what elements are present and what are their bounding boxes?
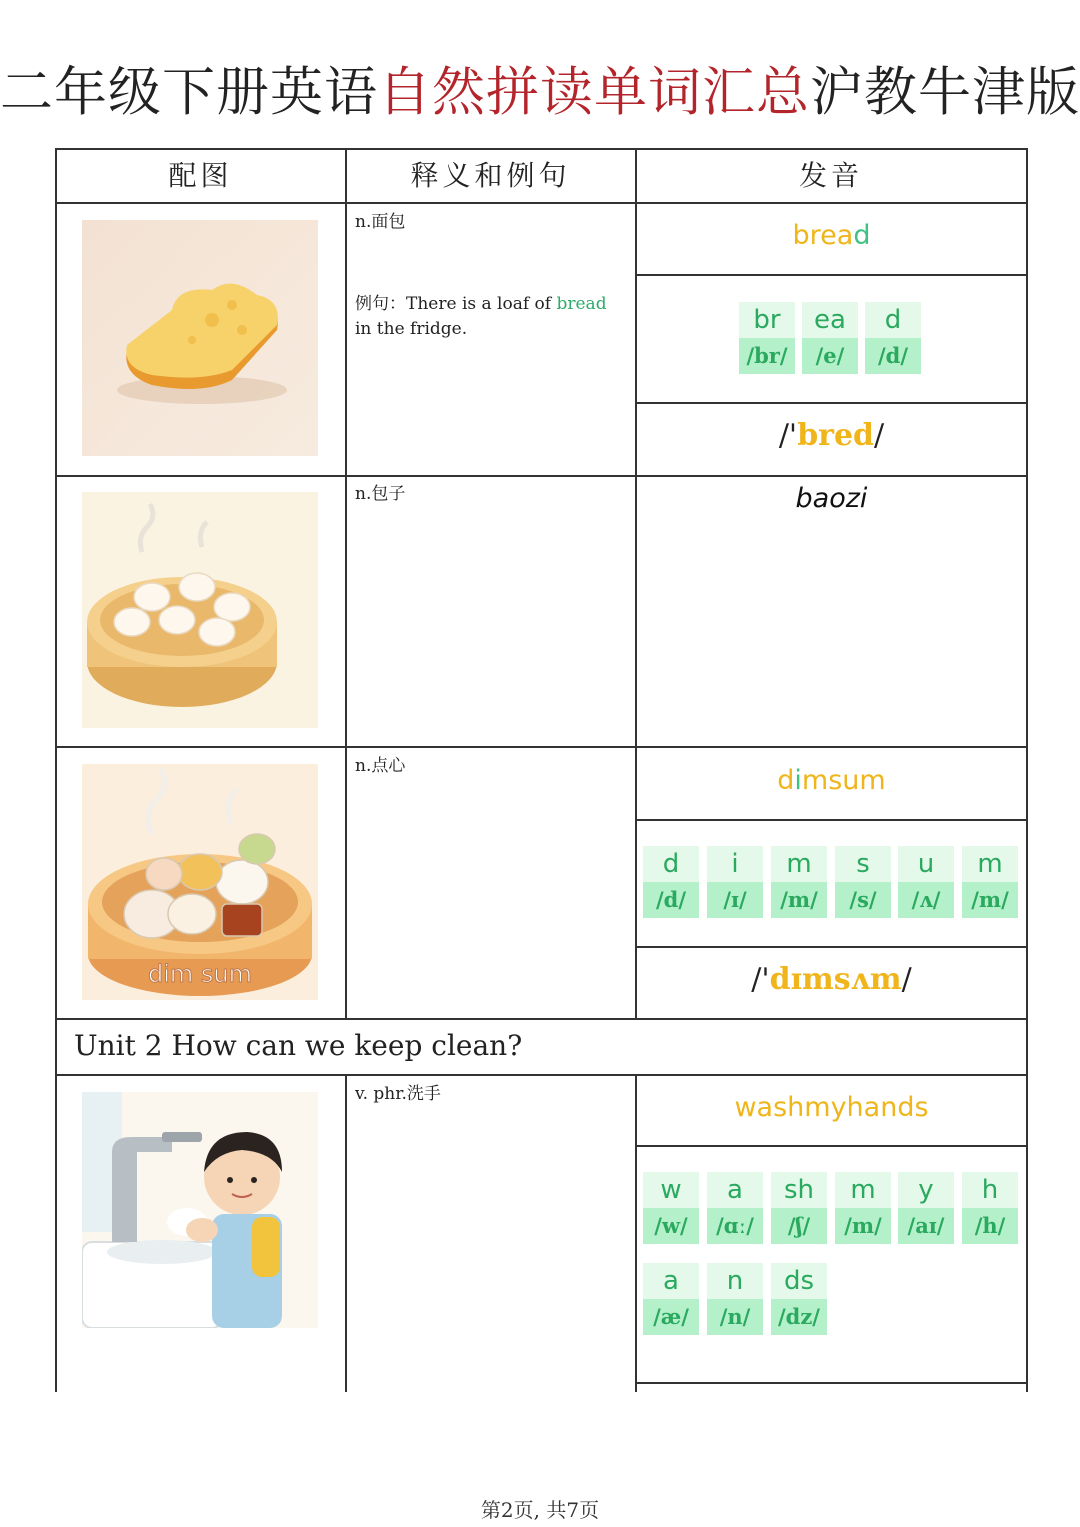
title-part-3: 沪教牛津版	[810, 62, 1080, 123]
table-divider	[345, 148, 347, 1020]
page-footer: 第2页, 共7页	[480, 1498, 600, 1522]
phonics-tile	[739, 302, 795, 374]
tile-letters: m	[962, 846, 1018, 882]
table-divider	[635, 946, 1027, 948]
tile-letters: u	[898, 846, 954, 882]
phonics-tile	[771, 846, 827, 918]
tile-sound: /ʃ/	[771, 1208, 827, 1244]
phonics-tile	[898, 1172, 954, 1244]
ipa-close: /	[901, 962, 912, 997]
tile-sound: /aɪ/	[898, 1208, 954, 1244]
definition-dimsum: n.点心	[355, 756, 406, 776]
table-divider	[55, 1074, 1027, 1076]
dimsum-image	[82, 764, 318, 1000]
table-divider	[55, 1018, 1027, 1020]
example-keyword: bread	[556, 294, 607, 314]
definition-bread: n.面包	[355, 212, 406, 232]
baozi-image	[82, 492, 318, 728]
definition-wash-hands: v. phr.洗手	[355, 1084, 441, 1104]
tile-sound: /æ/	[643, 1299, 699, 1335]
phonics-tile	[771, 1263, 827, 1335]
phonics-tile	[643, 846, 699, 918]
phonics-tile	[707, 846, 763, 918]
phonics-tile	[835, 846, 891, 918]
bread-image	[82, 220, 318, 456]
tile-sound: /m/	[962, 882, 1018, 918]
header-definition: 释义和例句	[410, 159, 571, 192]
tile-letters: br	[739, 302, 795, 338]
tile-sound: /d/	[865, 338, 921, 374]
tile-sound: /n/	[707, 1299, 763, 1335]
tile-sound: /d/	[643, 882, 699, 918]
table-divider	[635, 819, 1027, 821]
table-divider	[55, 746, 1027, 748]
example-suffix: in the fridge.	[355, 319, 468, 339]
tile-letters: y	[898, 1172, 954, 1208]
word-baozi: baozi	[795, 483, 868, 514]
tile-sound: /w/	[643, 1208, 699, 1244]
tile-letters: s	[835, 846, 891, 882]
table-border	[55, 148, 57, 1392]
ipa-highlight: dɪmsʌm	[769, 962, 902, 997]
example-sentence-bread	[355, 292, 623, 342]
tile-sound: /h/	[962, 1208, 1018, 1244]
table-divider	[635, 402, 1027, 404]
table-border	[1026, 148, 1028, 1392]
tile-sound: /ɪ/	[707, 882, 763, 918]
ipa-bread	[637, 418, 1026, 453]
phonics-tile	[771, 1172, 827, 1244]
tile-letters: ea	[802, 302, 858, 338]
phonics-tile	[643, 1172, 699, 1244]
phonics-tile	[962, 846, 1018, 918]
ipa-highlight: bred	[797, 418, 875, 453]
definition-baozi: n.包子	[355, 484, 406, 504]
phonics-tile	[962, 1172, 1018, 1244]
wash-hands-image	[82, 1092, 318, 1328]
page-title	[0, 50, 1080, 126]
example-text: There is a loaf of	[406, 294, 557, 314]
tile-letters: ds	[771, 1263, 827, 1299]
tile-letters: m	[835, 1172, 891, 1208]
header-image: 配图	[168, 159, 233, 192]
tile-letters: m	[771, 846, 827, 882]
tile-letters: sh	[771, 1172, 827, 1208]
phonics-word-dimsum	[637, 765, 1026, 796]
table-divider	[635, 274, 1027, 276]
phonics-tile	[802, 302, 858, 374]
word-part: d	[777, 765, 795, 796]
word-part: d	[853, 220, 871, 251]
tile-letters: d	[643, 846, 699, 882]
header-pronunciation: 发音	[798, 159, 863, 192]
ipa-close: /	[874, 418, 885, 453]
unit-heading: Unit 2 How can we keep clean?	[74, 1029, 523, 1062]
word-part: i	[794, 765, 802, 796]
tile-sound: /br/	[739, 338, 795, 374]
table-divider	[635, 148, 637, 1020]
tile-letters: a	[707, 1172, 763, 1208]
dimsum-image-caption: dim sum	[147, 960, 253, 988]
table-divider	[345, 1074, 347, 1392]
tile-sound: /m/	[771, 882, 827, 918]
tile-sound: /dz/	[771, 1299, 827, 1335]
table-divider	[635, 1382, 1027, 1384]
tile-sound: /e/	[802, 338, 858, 374]
phonics-word-wash-hands	[637, 1092, 1026, 1123]
tile-letters: i	[707, 846, 763, 882]
tile-sound: /ʌ/	[898, 882, 954, 918]
phonics-word-bread	[637, 220, 1026, 251]
tile-letters: w	[643, 1172, 699, 1208]
ipa-open: /'	[751, 962, 770, 997]
tile-sound: /m/	[835, 1208, 891, 1244]
tile-letters: d	[865, 302, 921, 338]
phonics-tile	[707, 1172, 763, 1244]
table-divider	[55, 202, 1027, 204]
phonics-tile	[707, 1263, 763, 1335]
phonics-tile	[865, 302, 921, 374]
word-part: brea	[792, 220, 854, 251]
tile-sound: /s/	[835, 882, 891, 918]
ipa-open: /'	[778, 418, 798, 453]
title-part-highlight: 自然拼读单词汇总	[378, 62, 810, 123]
table-divider	[55, 475, 1027, 477]
tile-sound: /ɑː/	[707, 1208, 763, 1244]
tile-letters: n	[707, 1263, 763, 1299]
example-prefix: 例句：	[355, 294, 406, 314]
phonics-tile	[898, 846, 954, 918]
word-part: msum	[801, 765, 886, 796]
tile-letters: h	[962, 1172, 1018, 1208]
table-divider	[635, 1145, 1027, 1147]
phonics-tile	[835, 1172, 891, 1244]
tile-letters: a	[643, 1263, 699, 1299]
title-part-1: 二年级下册英语	[0, 62, 378, 123]
ipa-dimsum	[637, 962, 1026, 997]
phonics-tile	[643, 1263, 699, 1335]
word-part: washmyhands	[734, 1092, 929, 1123]
